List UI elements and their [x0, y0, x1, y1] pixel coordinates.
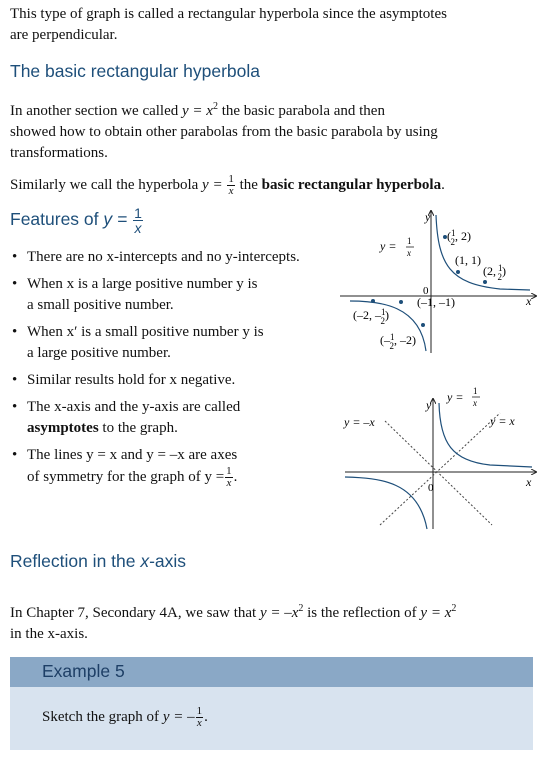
- paragraph-basic-hyperbola: Similarly we call the hyperbola y = $\frac{1}{x}$ the basic rectangular hyperbola.: [10, 173, 445, 197]
- p2-text-c: the: [235, 176, 262, 193]
- line-y-equals-neg-x: [385, 421, 492, 525]
- svg-text:1: 1: [473, 386, 478, 396]
- graph2-x-label: x: [526, 475, 532, 489]
- p1-exponent: 2: [212, 101, 218, 112]
- svg-text:1: 1: [407, 236, 412, 246]
- paragraph-reflection: In Chapter 7, Secondary 4A, we saw that $y = -x^2$ is the reflection of $y = x^2$ in the x-axis.: [10, 598, 456, 645]
- intro-line-1: This type of graph is called a rectangular hyperbola since the asymptotes: [10, 6, 447, 22]
- example-text: Sketch the graph of y = – $\frac{1}{x}$ .: [42, 705, 208, 729]
- point-one-one: [456, 270, 460, 274]
- feature-item-asymptotes: • The x-axis and the y-axis are called asymptotes to the graph.: [10, 397, 300, 439]
- feature-item-negative-x: • Similar results hold for x negative.: [10, 370, 300, 391]
- features-heading: Features of y = $\frac{1}{x}$: [10, 205, 142, 236]
- graph1-curve-label: y =: [380, 239, 397, 253]
- section-heading-basic-hyperbola: The basic rectangular hyperbola: [10, 61, 261, 81]
- point-two-half-label: (2, $^1$ 2): [483, 263, 506, 282]
- graph1-x-label: x: [526, 294, 532, 308]
- point-neg-one-neg-one: [399, 300, 403, 304]
- point-two-half: [483, 280, 487, 284]
- symmetry-fraction: $\frac{1}{x}$: [226, 465, 232, 489]
- p1-equation: y = x: [182, 103, 213, 119]
- graph1-origin-label: 0: [423, 285, 429, 297]
- feature-item-large-x: • When x is a large positive number y is a small positive number.: [10, 274, 300, 316]
- point-neg-two-neg-half: [371, 299, 375, 303]
- p2-text-a: Similarly we call the hyperbola: [10, 176, 203, 193]
- p1-line-2: showed how to obtain other parabolas from the basic parabola by using: [10, 124, 438, 140]
- graph1-y-label: y: [425, 210, 431, 224]
- features-heading-fraction: $\frac{1}{x}$: [134, 205, 142, 236]
- section-heading-reflection: Reflection in the x-axis: [10, 551, 187, 571]
- feature-item-symmetry: • The lines y = x and y = –x are axes of symmetry for the graph of y = $\frac{1}{x}$ .: [10, 445, 300, 489]
- example-fraction: $\frac{1}{x}$: [196, 705, 203, 729]
- line-y-equals-x: [380, 413, 500, 525]
- p1-text-b: the basic parabola and then: [217, 103, 385, 119]
- p2-bold-term: basic rectangular hyperbola: [261, 176, 442, 193]
- point-one-one-label: (1, 1): [455, 253, 481, 267]
- intro-text: [10, 4, 447, 46]
- graph2-branch-negative: [345, 477, 427, 529]
- graph2-origin-label: 0: [428, 482, 434, 494]
- point-neg-one-label: (–1, –1): [417, 295, 455, 309]
- hyperbola-branch-positive: [436, 215, 530, 290]
- graph2-line-pos-label: y = x: [490, 414, 515, 428]
- point-neg-half-neg-two: [421, 323, 425, 327]
- feature-item-intercepts: • There are no x-intercepts and no y-intercepts.: [10, 247, 300, 268]
- feature-item-small-x: • When x′ is a small positive number y is a large positive number.: [10, 322, 300, 364]
- asymptotes-term: asymptotes: [27, 420, 99, 436]
- p1-text-a: In another section we called: [10, 103, 183, 119]
- p2-fraction: $\frac{1}{x}$: [228, 173, 234, 197]
- paragraph-basic-parabola: [10, 96, 438, 164]
- svg-text:x: x: [407, 248, 411, 258]
- intro-line-2: are perpendicular.: [10, 27, 118, 43]
- p2-equation: y =: [202, 176, 223, 193]
- graph2-curve-label: y =: [447, 390, 464, 404]
- reflection-line-2: in the x-axis.: [10, 626, 88, 642]
- hyperbola-graph-symmetry: [340, 383, 540, 533]
- graph2-y-label: y: [426, 398, 432, 412]
- features-list: [10, 247, 300, 495]
- example-title: Example 5: [42, 661, 125, 681]
- graph2-branch-positive: [439, 403, 532, 467]
- p1-line-3: transformations.: [10, 145, 108, 161]
- point-half-two-label: ($^1$ 2, 2): [447, 228, 471, 247]
- point-neg-two-label: (–2, –$^1$ 2): [353, 307, 389, 326]
- svg-text:x: x: [473, 398, 477, 408]
- hyperbola-graph-points: [340, 205, 540, 357]
- graph2-line-neg-label: y = –x: [344, 415, 375, 429]
- point-neg-half-label: (–$^1$ 2, –2): [380, 332, 416, 351]
